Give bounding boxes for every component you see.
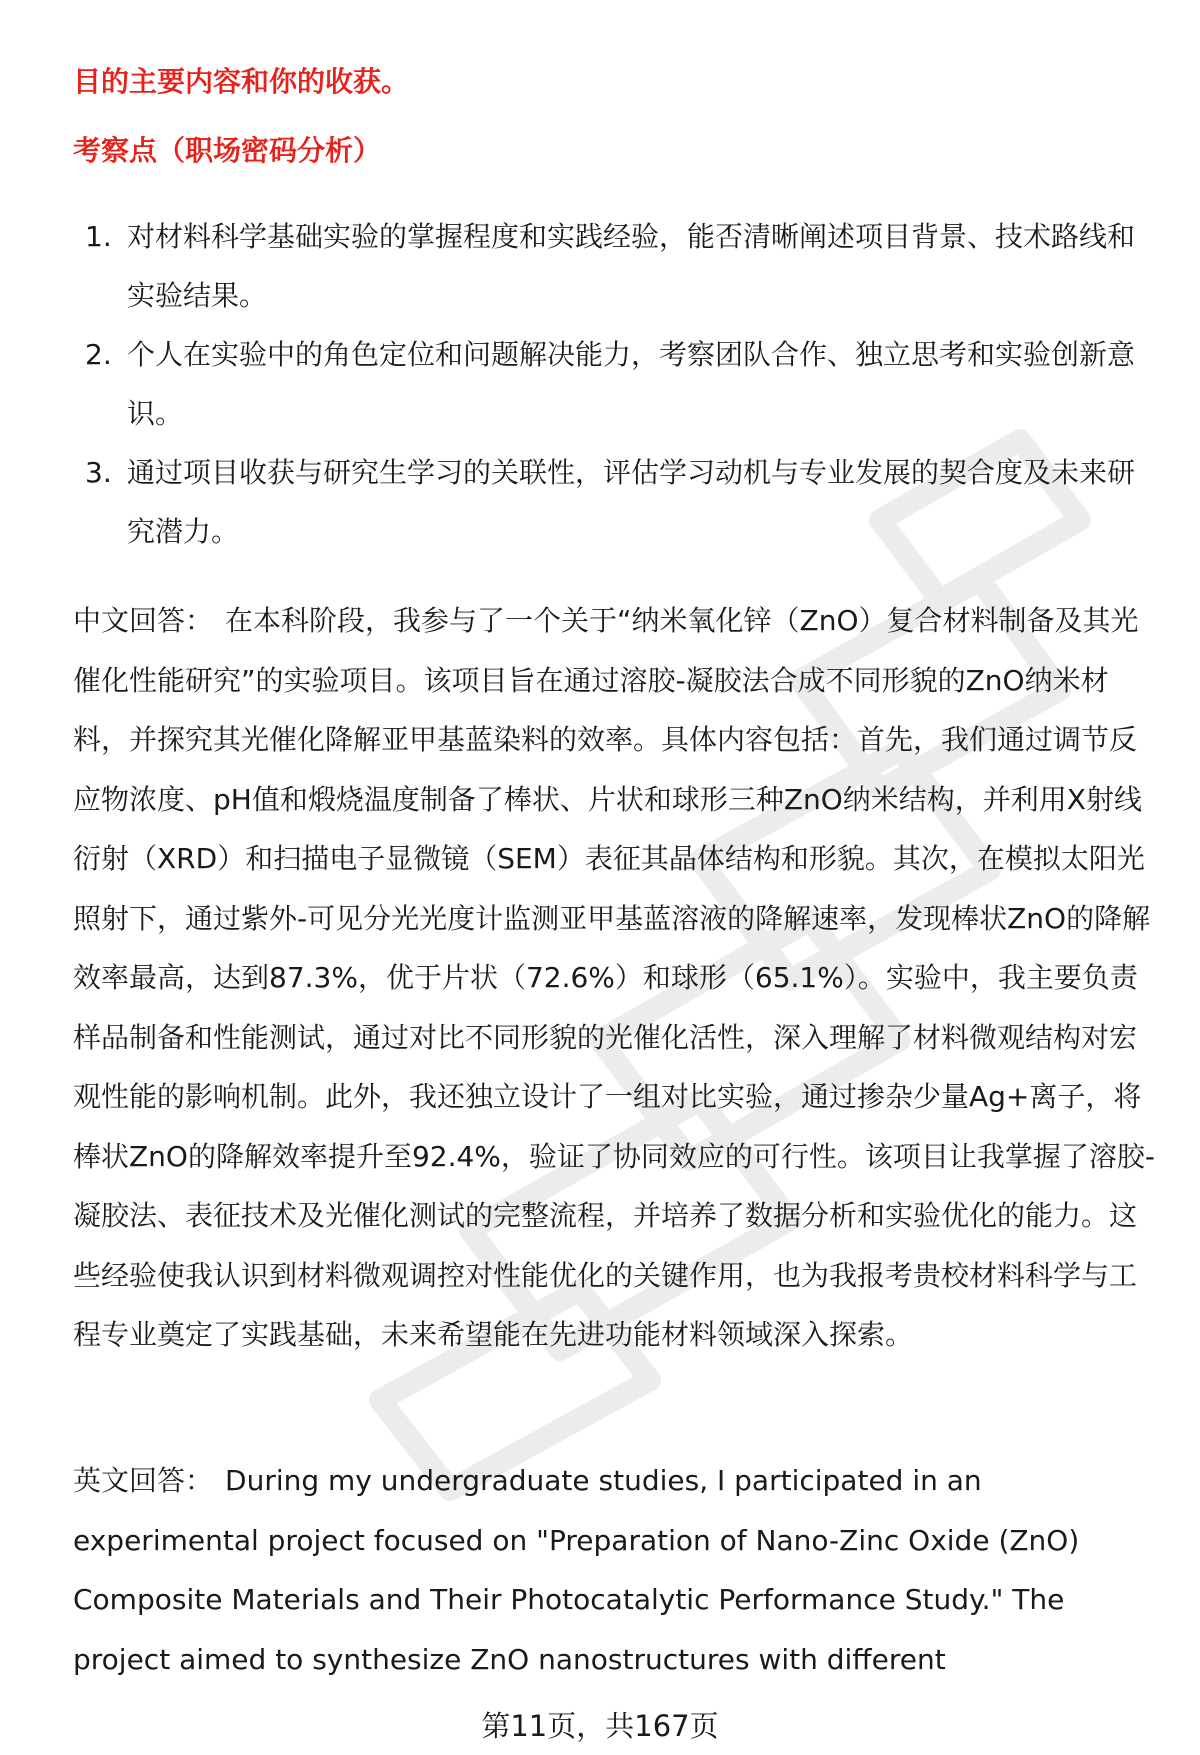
- chinese-answer-text: 在本科阶段，我参与了一个关于“纳米氧化锌（ZnO）复合材料制备及其光催化性能研究”的实验项目。该项目旨在通过溶胶-凝胶法合成不同形貌的ZnO纳米材料，并探究其光催化降解亚甲基蓝染料的效率。具体内容包括：首先，我们通过调节反应物浓度、pH值和煅烧温度制备了棒状、片状和球形三种ZnO纳米结构，并利用X射线衍射（XRD）和扫描电子显微镜（SEM）表征其晶体结构和形貌。其次，在模拟太阳光照射下，通过紫外-可见分光光度计监测亚甲基蓝溶液的降解速率，发现棒状ZnO的降解效率最高，达到87.3%，优于片状（72.6%）和球形（65.1%）。实验中，我主要负责样品制备和性能测试，通过对比不同形貌的光催化活性，深入理解了材料微观结构对宏观性能的影响机制。此外，我还独立设计了一组对比实验，通过掺杂少量Ag+离子，将棒状ZnO的降解效率提升至92.4%，验证了协同效应的可行性。该项目让我掌握了溶胶-凝胶法、表征技术及光催化测试的完整流程，并培养了数据分析和实验优化的能力。这些经验使我认识到材料微观调控对性能优化的关键作用，也为我报考贵校材料科学与工程专业奠定了实践基础，未来希望能在先进功能材料领域深入探索。: [73, 604, 1156, 1351]
- list-item-text: 个人在实验中的角色定位和问题解决能力，考察团队合作、独立思考和实验创新意识。: [127, 338, 1136, 430]
- english-answer-paragraph: [73, 1451, 1157, 1689]
- chinese-answer-label: 中文回答：: [73, 604, 214, 637]
- list-item-number: 2.: [85, 338, 112, 371]
- section-heading-purpose: 目的主要内容和你的收获。: [73, 65, 410, 98]
- list-item-text: 对材料科学基础实验的掌握程度和实践经验，能否清晰阐述项目背景、技术路线和实验结果。: [127, 220, 1136, 312]
- page-number-footer: 第11页，共167页: [481, 1709, 719, 1743]
- list-item-text: 通过项目收获与研究生学习的关联性，评估学习动机与专业发展的契合度及未来研究潜力。: [127, 456, 1136, 548]
- english-answer-label: 英文回答：: [73, 1464, 214, 1497]
- list-item: [73, 443, 1153, 561]
- list-item: [73, 325, 1153, 443]
- section-heading-assessment-points: 考察点（职场密码分析）: [73, 134, 382, 167]
- list-item: [73, 207, 1153, 325]
- english-answer-text: During my undergraduate studies, I participated in an experimental project focused on "Preparation of Nano-Zinc Oxide (ZnO) Composite Materials and Their Photocatalytic Performance Study." The project aimed to synthesize ZnO nanostructures with different: [73, 1464, 1080, 1676]
- assessment-points-list: [73, 207, 1153, 561]
- chinese-answer-paragraph: [73, 591, 1157, 1365]
- list-item-number: 1.: [85, 220, 112, 253]
- list-item-number: 3.: [85, 456, 112, 489]
